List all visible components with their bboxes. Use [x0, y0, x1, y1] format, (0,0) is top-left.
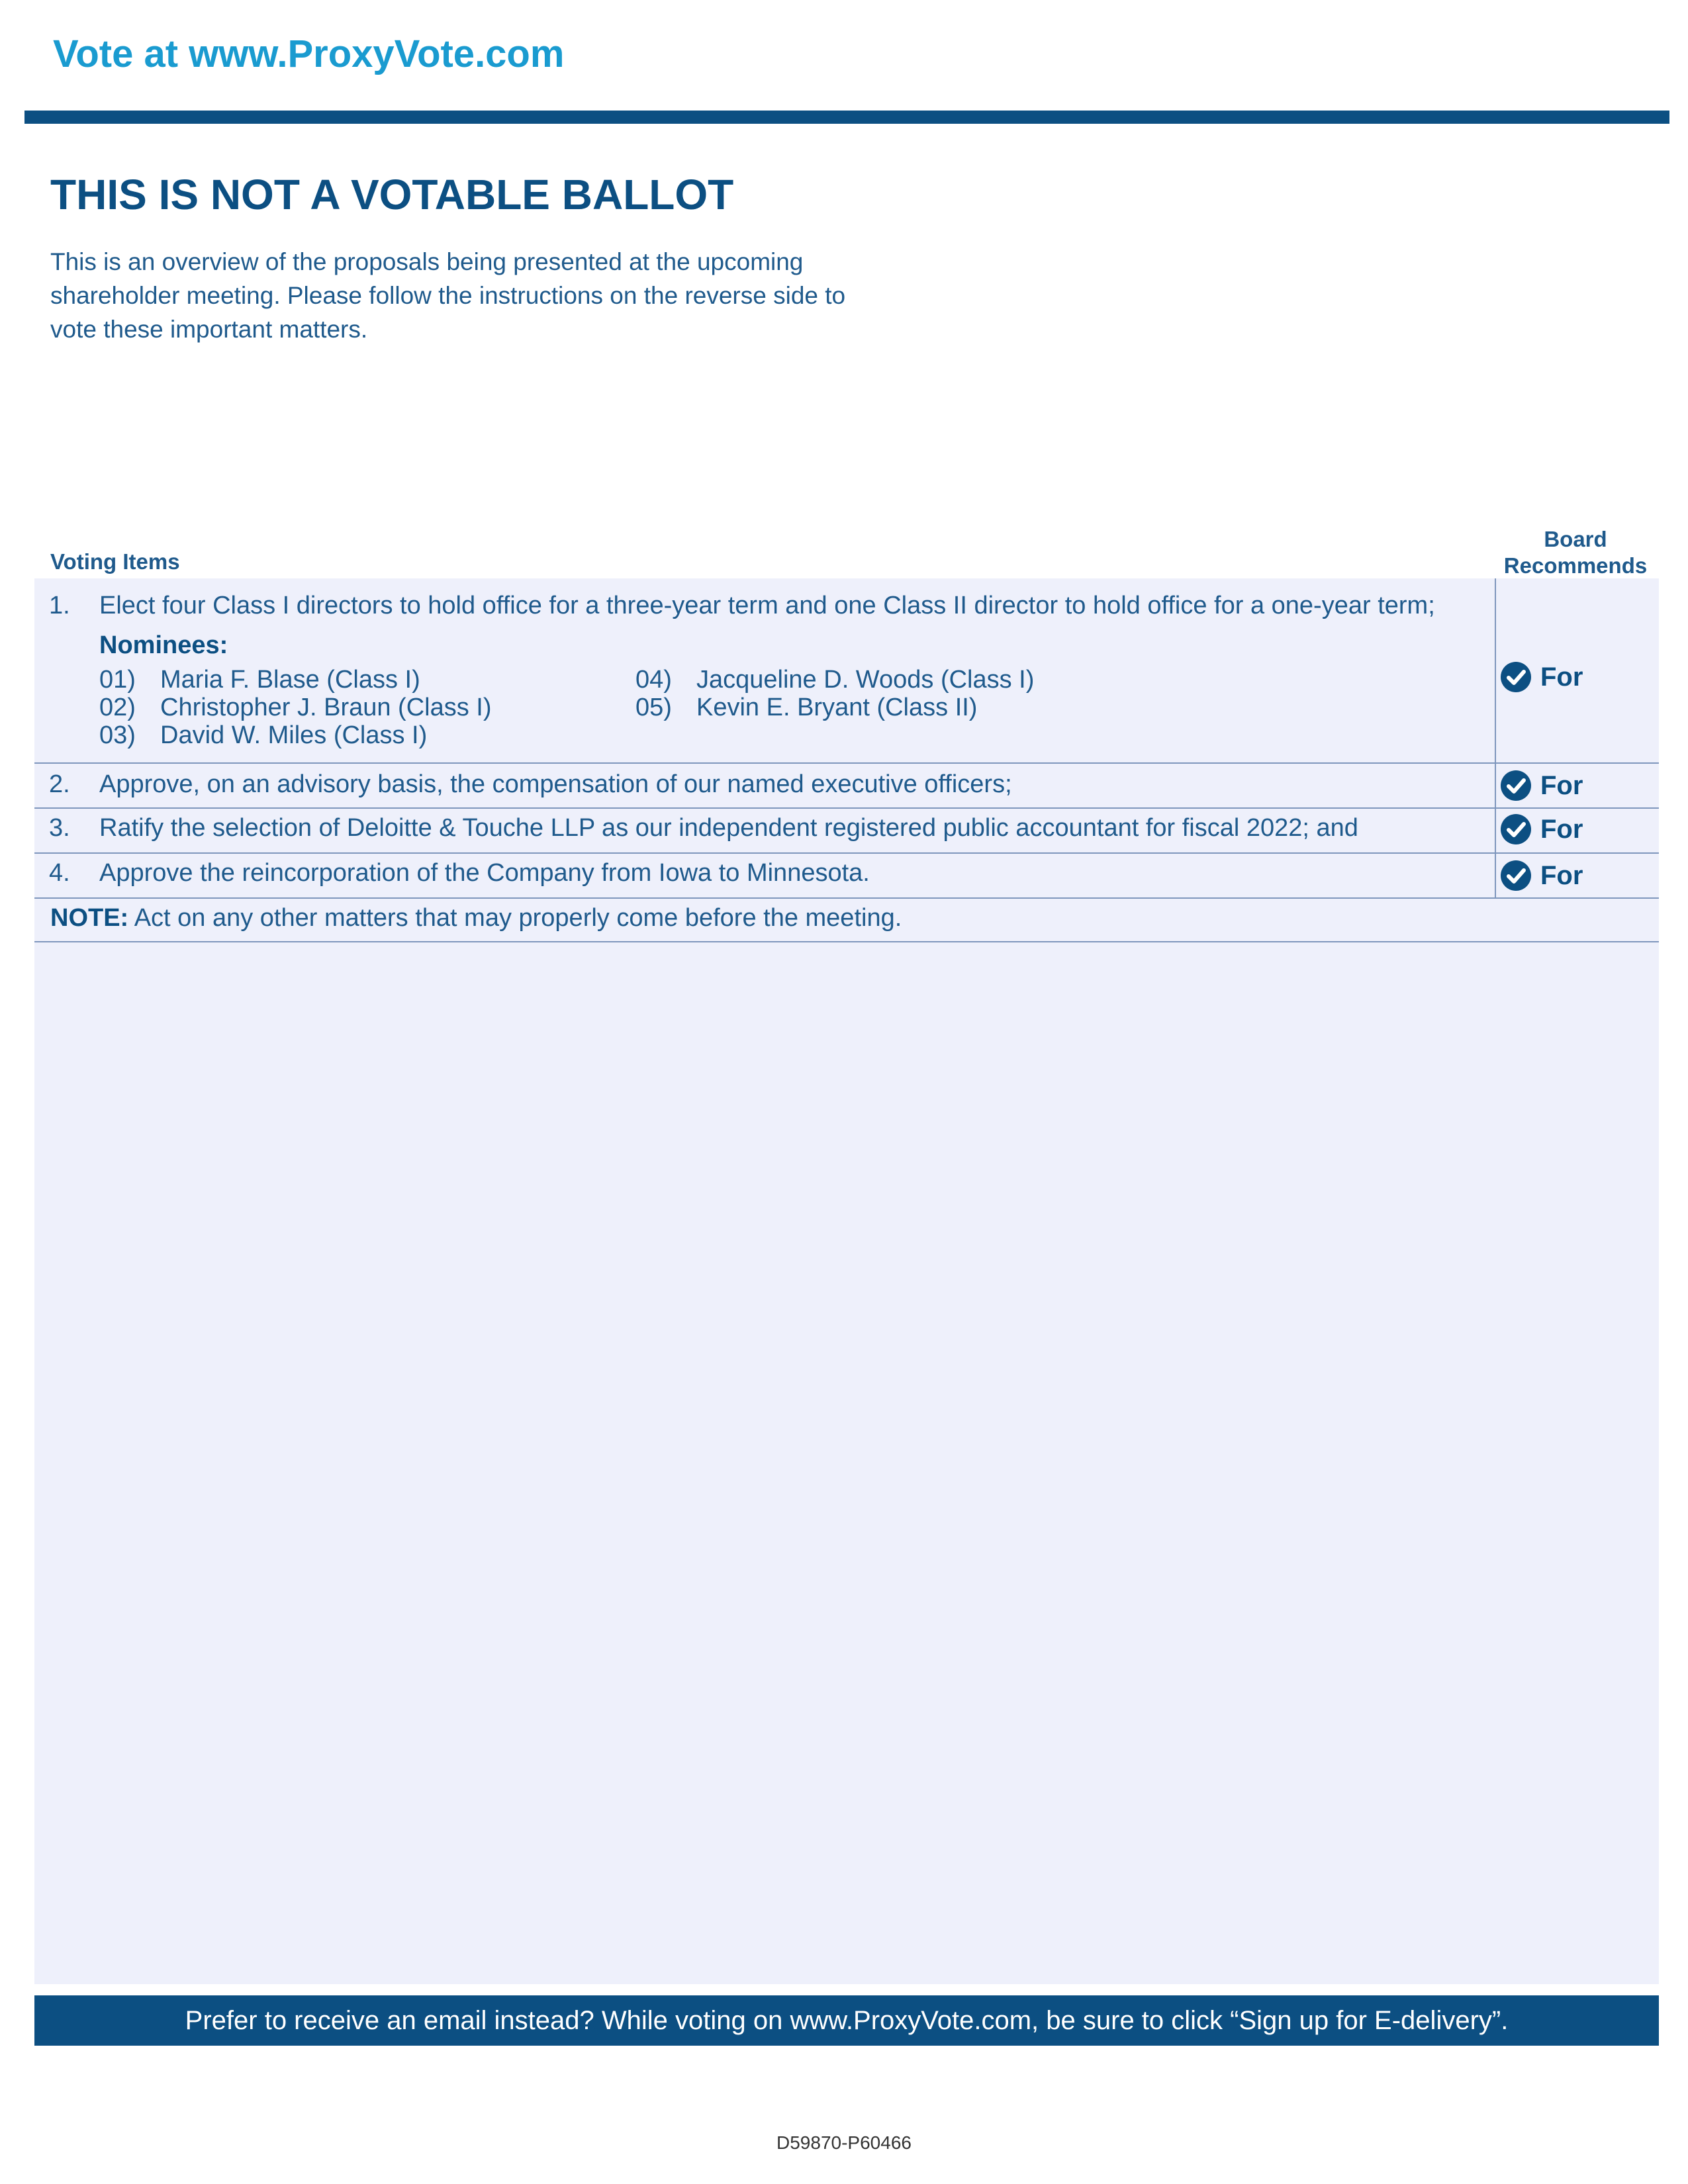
voting-item-row-2 — [34, 762, 1659, 809]
board-recommendation — [1501, 814, 1583, 844]
item-text: Approve, on an advisory basis, the compensation of our named executive officers; — [99, 770, 1012, 798]
item-text: Elect four Class I directors to hold office for a three-year term and one Class II director to hold office for a one-year term; — [99, 592, 1435, 619]
nominee-item: 02) Christopher J. Braun (Class I) — [99, 694, 492, 721]
item-number: 4. — [49, 859, 70, 887]
recommendation-label: For — [1540, 662, 1583, 692]
nominee-item: 05) Kevin E. Bryant (Class II) — [635, 694, 978, 721]
item-number: 1. — [49, 592, 70, 619]
voting-item-row-1 — [34, 578, 1659, 764]
note-text: NOTE: Act on any other matters that may properly come before the meeting. — [50, 904, 902, 932]
voting-item-row-4 — [34, 852, 1659, 899]
proxyvote-url-heading: Vote at www.ProxyVote.com — [53, 32, 565, 75]
recommendation-label: For — [1540, 860, 1583, 890]
row-divider — [1495, 852, 1496, 897]
row-divider — [1495, 578, 1496, 762]
checkmark-icon — [1501, 770, 1531, 801]
board-recommendation — [1501, 770, 1583, 801]
recommendation-label: For — [1540, 770, 1583, 800]
voting-items-panel — [34, 578, 1659, 1984]
voting-items-header: Voting Items — [50, 549, 180, 574]
nominee-item: 04) Jacqueline D. Woods (Class I) — [635, 666, 1035, 694]
row-divider — [1495, 807, 1496, 852]
note-row — [34, 897, 1659, 942]
nominees-label: Nominees: — [99, 631, 228, 659]
item-text: Ratify the selection of Deloitte & Touche LLP as our independent registered public accountant for fiscal 2022; and — [99, 814, 1358, 842]
nominee-item: 03) David W. Miles (Class I) — [99, 721, 428, 749]
board-recommendation — [1501, 662, 1583, 692]
row-divider — [1495, 762, 1496, 807]
note-label: NOTE: — [50, 904, 129, 932]
document-code: D59870-P60466 — [776, 2132, 912, 2153]
page-title: THIS IS NOT A VOTABLE BALLOT — [50, 171, 734, 218]
nominee-item: 01) Maria F. Blase (Class I) — [99, 666, 420, 694]
recommendation-label: For — [1540, 814, 1583, 844]
item-number: 3. — [49, 814, 70, 842]
checkmark-icon — [1501, 860, 1531, 891]
item-text: Approve the reincorporation of the Company from Iowa to Minnesota. — [99, 859, 870, 887]
e-delivery-banner: Prefer to receive an email instead? While voting on www.ProxyVote.com, be sure to click “Sign up for E-delivery”. — [34, 1995, 1659, 2046]
header-rule — [24, 111, 1669, 124]
intro-text: This is an overview of the proposals being presented at the upcoming shareholder meeting. Please follow the instructions on the reverse side to vote these important matters. — [50, 248, 846, 343]
board-recommendation — [1501, 860, 1583, 891]
voting-item-row-3 — [34, 807, 1659, 854]
board-recommends-header: Board Recommends — [1503, 527, 1648, 578]
item-number: 2. — [49, 770, 70, 798]
checkmark-icon — [1501, 662, 1531, 692]
checkmark-icon — [1501, 814, 1531, 844]
